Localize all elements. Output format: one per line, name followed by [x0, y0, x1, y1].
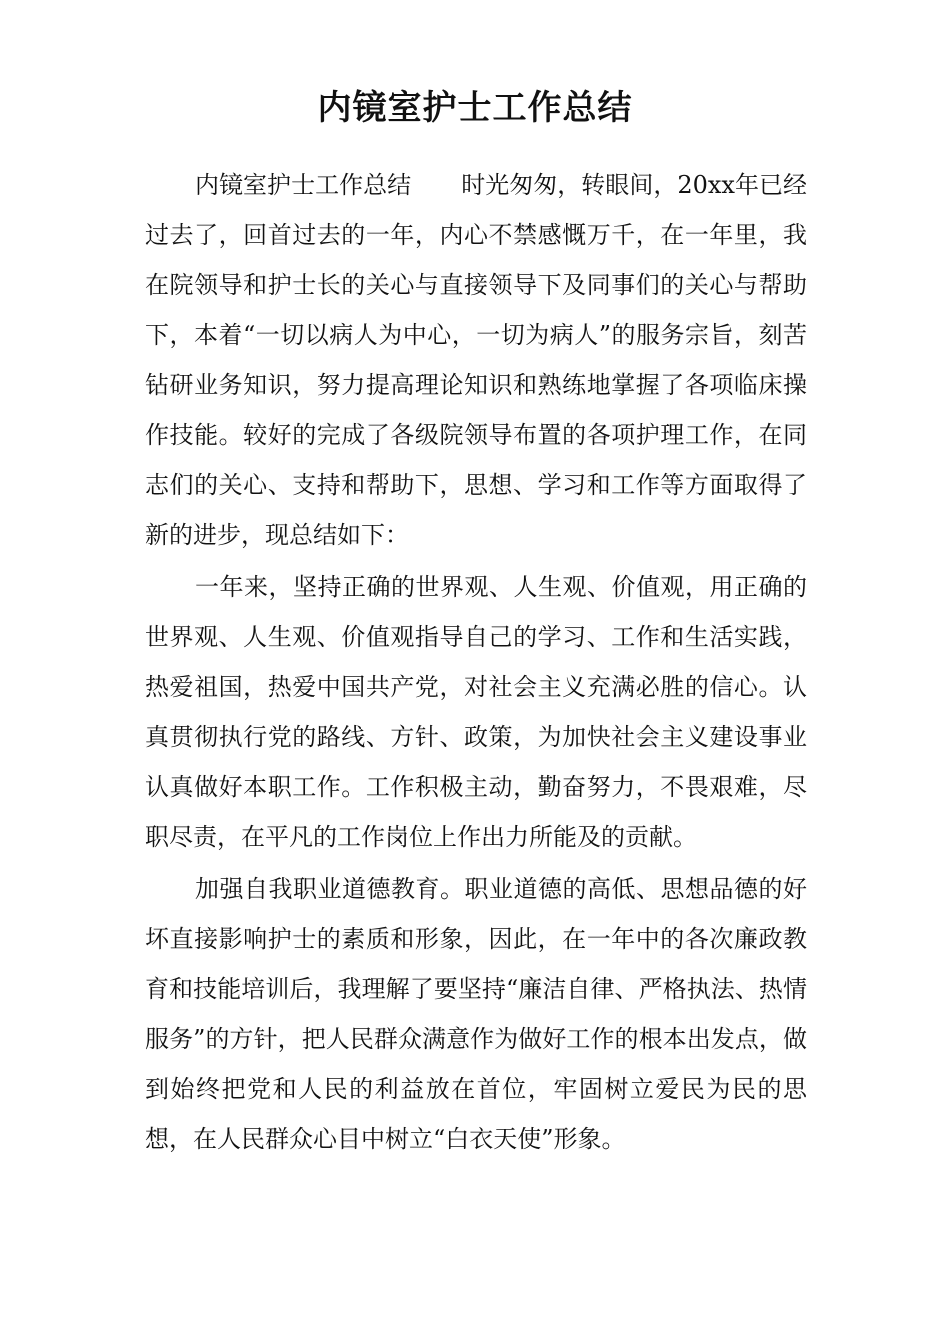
paragraph-1-lead: 内镜室护士工作总结 — [195, 171, 412, 199]
paragraph-2: 一年来，坚持正确的世界观、人生观、价值观，用正确的世界观、人生观、价值观指导自己的学习、工作和生活实践，热爱祖国，热爱中国共产党，对社会主义充满必胜的信心。认真贯彻执行党的路线、方针、政策，为加快社会主义建设事业认真做好本职工作。工作积极主动，勤奋努力，不畏艰难，尽职尽责，在平凡的工作岗位上作出力所能及的贡献。 — [145, 573, 807, 851]
document-body — [145, 160, 807, 1166]
document-title: 内镜室护士工作总结 — [317, 88, 633, 128]
paragraph-1-text: 时光匆匆，转眼间，20xx年已经过去了，回首过去的一年，内心不禁感慨万千，在一年里，我在院领导和护士长的关心与直接领导下及同事们的关心与帮助下，本着“一切以病人为中心，一切为病人”的服务宗旨，刻苦钻研业务知识，努力提高理论知识和熟练地掌握了各项临床操作技能。较好的完成了各级院领导布置的各项护理工作，在同志们的关心、支持和帮助下，思想、学习和工作等方面取得了新的进步，现总结如下： — [145, 171, 808, 549]
paragraph-1 — [145, 160, 807, 560]
paragraph-3: 加强自我职业道德教育。职业道德的高低、思想品德的好坏直接影响护士的素质和形象，因此，在一年中的各次廉政教育和技能培训后，我理解了要坚持“廉洁自律、严格执法、热情服务”的方针，把人民群众满意作为做好工作的根本出发点，做到始终把党和人民的利益放在首位，牢固树立爱民为民的思想，在人民群众心目中树立“白衣天使”形象。 — [145, 875, 807, 1153]
